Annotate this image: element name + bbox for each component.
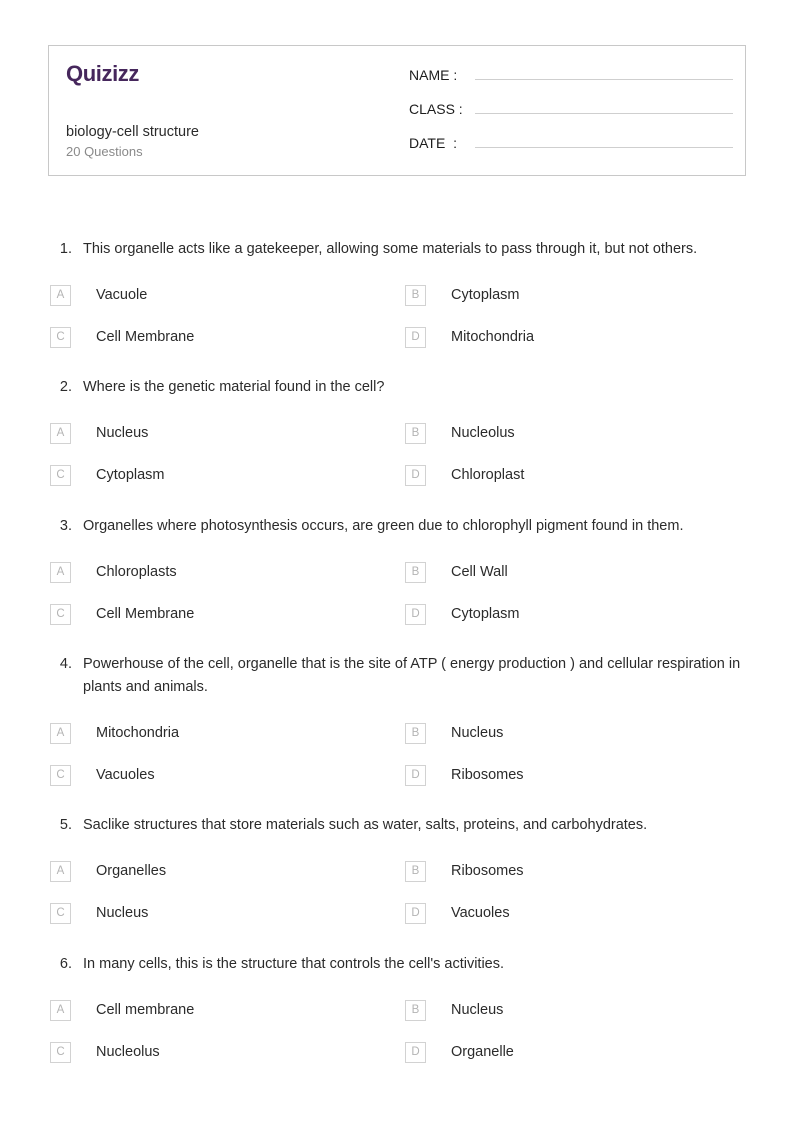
option-label: Mitochondria (96, 724, 180, 741)
option-b[interactable] (403, 851, 758, 893)
question-block (48, 953, 758, 1073)
option-label: Vacuoles (451, 905, 510, 922)
option-letter-icon: B (405, 861, 426, 882)
option-a[interactable] (48, 413, 403, 455)
option-letter-icon: C (50, 327, 71, 348)
name-input[interactable] (475, 63, 733, 80)
option-label: Chloroplasts (96, 563, 177, 580)
option-letter-icon: C (50, 604, 71, 625)
option-letter-icon: C (50, 1042, 71, 1063)
quizizz-logo: Quizizz (66, 61, 139, 86)
option-letter-icon: A (50, 285, 71, 306)
name-field-row (409, 63, 733, 86)
option-letter-icon: B (405, 1000, 426, 1021)
options-grid (48, 851, 758, 935)
question-text: In many cells, this is the structure that controls the cell's activities. (83, 955, 505, 972)
option-label: Ribosomes (451, 863, 524, 880)
questions-list (48, 238, 758, 1091)
option-letter-icon: C (50, 465, 71, 486)
question-text: Where is the genetic material found in the cell? (83, 379, 385, 396)
option-letter-icon: B (405, 285, 426, 306)
option-c[interactable] (48, 893, 403, 935)
option-b[interactable] (403, 712, 758, 754)
options-grid (48, 551, 758, 635)
option-label: Nucleus (96, 905, 149, 922)
option-letter-icon: C (50, 903, 71, 924)
class-field-label: CLASS : (409, 101, 463, 117)
options-grid (48, 712, 758, 796)
option-a[interactable] (48, 989, 403, 1031)
quiz-info (66, 122, 409, 162)
question-text: Saclike structures that store materials such as water, salts, proteins, and carbohydrates. (83, 817, 648, 834)
option-d[interactable] (403, 593, 758, 635)
option-letter-icon: D (405, 765, 426, 786)
option-c[interactable] (48, 455, 403, 497)
student-info-fields (409, 46, 745, 175)
worksheet-header-card (48, 45, 746, 176)
option-a[interactable] (48, 712, 403, 754)
date-input[interactable] (475, 131, 733, 148)
option-letter-icon: A (50, 423, 71, 444)
question-text: Organelles where photosynthesis occurs, are green due to chlorophyll pigment found in them. (83, 517, 684, 534)
option-letter-icon: A (50, 861, 71, 882)
option-a[interactable] (48, 851, 403, 893)
question-count-label: 20 Questions (66, 144, 143, 160)
option-c[interactable] (48, 593, 403, 635)
page-title: biology-cell structure (66, 124, 199, 140)
option-label: Organelle (451, 1043, 514, 1060)
option-label: Chloroplast (451, 467, 525, 484)
option-label: Vacuole (96, 286, 148, 303)
option-label: Cell Wall (451, 563, 508, 580)
option-label: Nucleolus (451, 425, 515, 442)
question-block (48, 238, 758, 358)
option-label: Nucleus (96, 425, 149, 442)
header-left-column (49, 46, 409, 175)
option-label: Ribosomes (451, 766, 524, 783)
option-label: Nucleus (451, 1001, 504, 1018)
question-block (48, 653, 758, 796)
options-grid (48, 989, 758, 1073)
question-text: Powerhouse of the cell, organelle that is the site of ATP ( energy production ) and cellular respiration in plants and animals. (83, 656, 741, 695)
option-label: Cell membrane (96, 1001, 195, 1018)
option-label: Nucleus (451, 724, 504, 741)
options-grid (48, 274, 758, 358)
option-letter-icon: D (405, 327, 426, 348)
option-letter-icon: A (50, 562, 71, 583)
question-block (48, 515, 758, 635)
option-b[interactable] (403, 413, 758, 455)
option-b[interactable] (403, 274, 758, 316)
question-number: 5. (59, 817, 72, 834)
question-block (48, 814, 758, 934)
option-label: Cytoplasm (451, 605, 520, 622)
option-a[interactable] (48, 274, 403, 316)
date-field-label: DATE : (409, 135, 457, 151)
question-line (48, 376, 758, 398)
option-label: Cytoplasm (451, 286, 520, 303)
option-letter-icon: C (50, 765, 71, 786)
question-number: 1. (59, 241, 72, 257)
option-label: Nucleolus (96, 1043, 160, 1060)
option-letter-icon: D (405, 604, 426, 625)
name-field-label: NAME : (409, 67, 458, 83)
option-d[interactable] (403, 1031, 758, 1073)
option-a[interactable] (48, 551, 403, 593)
class-input[interactable] (475, 97, 733, 114)
option-letter-icon: D (405, 1042, 426, 1063)
option-c[interactable] (48, 1031, 403, 1073)
option-label: Vacuoles (96, 766, 155, 783)
option-letter-icon: A (50, 723, 71, 744)
options-grid (48, 413, 758, 497)
option-label: Cell Membrane (96, 328, 195, 345)
question-line (48, 515, 758, 537)
option-d[interactable] (403, 455, 758, 497)
option-label: Cell Membrane (96, 605, 195, 622)
option-b[interactable] (403, 551, 758, 593)
date-field-row (409, 131, 733, 154)
question-line (48, 653, 758, 698)
option-letter-icon: D (405, 903, 426, 924)
question-block (48, 376, 758, 496)
option-c[interactable] (48, 754, 403, 796)
option-d[interactable] (403, 316, 758, 358)
option-label: Organelles (96, 863, 167, 880)
option-letter-icon: B (405, 562, 426, 583)
option-letter-icon: B (405, 723, 426, 744)
class-field-row (409, 97, 733, 120)
question-text: This organelle acts like a gatekeeper, allowing some materials to pass through it, but not others. (83, 241, 698, 257)
option-letter-icon: B (405, 423, 426, 444)
question-line (48, 953, 758, 975)
option-letter-icon: A (50, 1000, 71, 1021)
question-line (48, 814, 758, 836)
option-d[interactable] (403, 893, 758, 935)
option-label: Cytoplasm (96, 467, 165, 484)
option-b[interactable] (403, 989, 758, 1031)
question-number: 3. (59, 517, 72, 534)
option-label: Mitochondria (451, 328, 535, 345)
question-number: 2. (59, 379, 72, 396)
question-number: 4. (59, 656, 72, 673)
question-number: 6. (59, 955, 72, 972)
question-line (48, 238, 758, 260)
option-d[interactable] (403, 754, 758, 796)
option-letter-icon: D (405, 465, 426, 486)
option-c[interactable] (48, 316, 403, 358)
